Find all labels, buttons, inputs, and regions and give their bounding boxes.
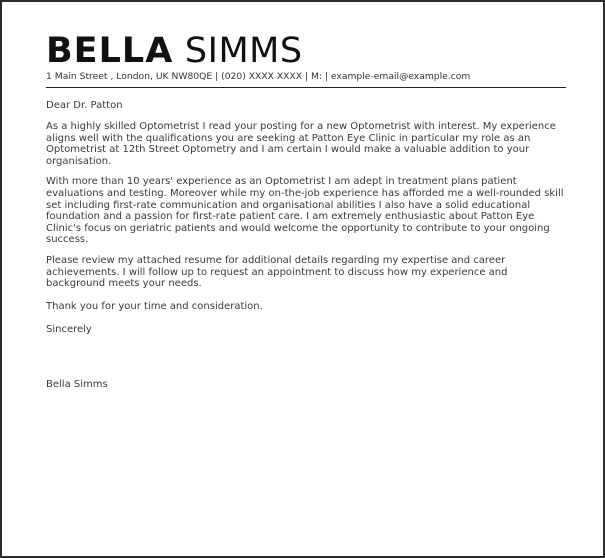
signature-name: Bella Simms	[46, 378, 108, 390]
last-name: SIMMS	[184, 31, 303, 71]
letterhead-name	[46, 32, 566, 70]
letter-content	[46, 32, 566, 391]
closing-line: Thank you for your time and consideration.	[46, 300, 263, 312]
body-paragraph-2: With more than 10 years' experience as an Optometrist I am adept in treatment plans patient evaluations and testing. Moreover while my on-the-job experience has afforded me a well-rounded skill set including first-rate communication and organisational abilities I also have a solid educational foundation and a passion for first-rate patient care. I am extremely enthusiastic about Patton Eye Clinic's focus on geriatric patients and would welcome the opportunity to contribute to your ongoing success.	[46, 176, 564, 246]
body-paragraph-1: As a highly skilled Optometrist I read your posting for a new Optometrist with interest. My experience aligns well with the qualifications you are seeking at Patton Eye Clinic in particular my role as an Optometrist at 12th Street Optometry and I am certain I would make a valuable addition to your organisation.	[46, 121, 556, 167]
contact-line: 1 Main Street , London, UK NW80QE | (020) XXXX XXXX | M: | example-email@example.com	[46, 71, 566, 88]
signoff: Sincerely	[46, 323, 92, 335]
body-paragraph-3: Please review my attached resume for additional details regarding my expertise and career achievements. I will follow up to request an appointment to discuss how my experience and background meets your needs.	[46, 254, 508, 290]
first-name: BELLA	[46, 31, 174, 71]
salutation: Dear Dr. Patton	[46, 100, 123, 111]
